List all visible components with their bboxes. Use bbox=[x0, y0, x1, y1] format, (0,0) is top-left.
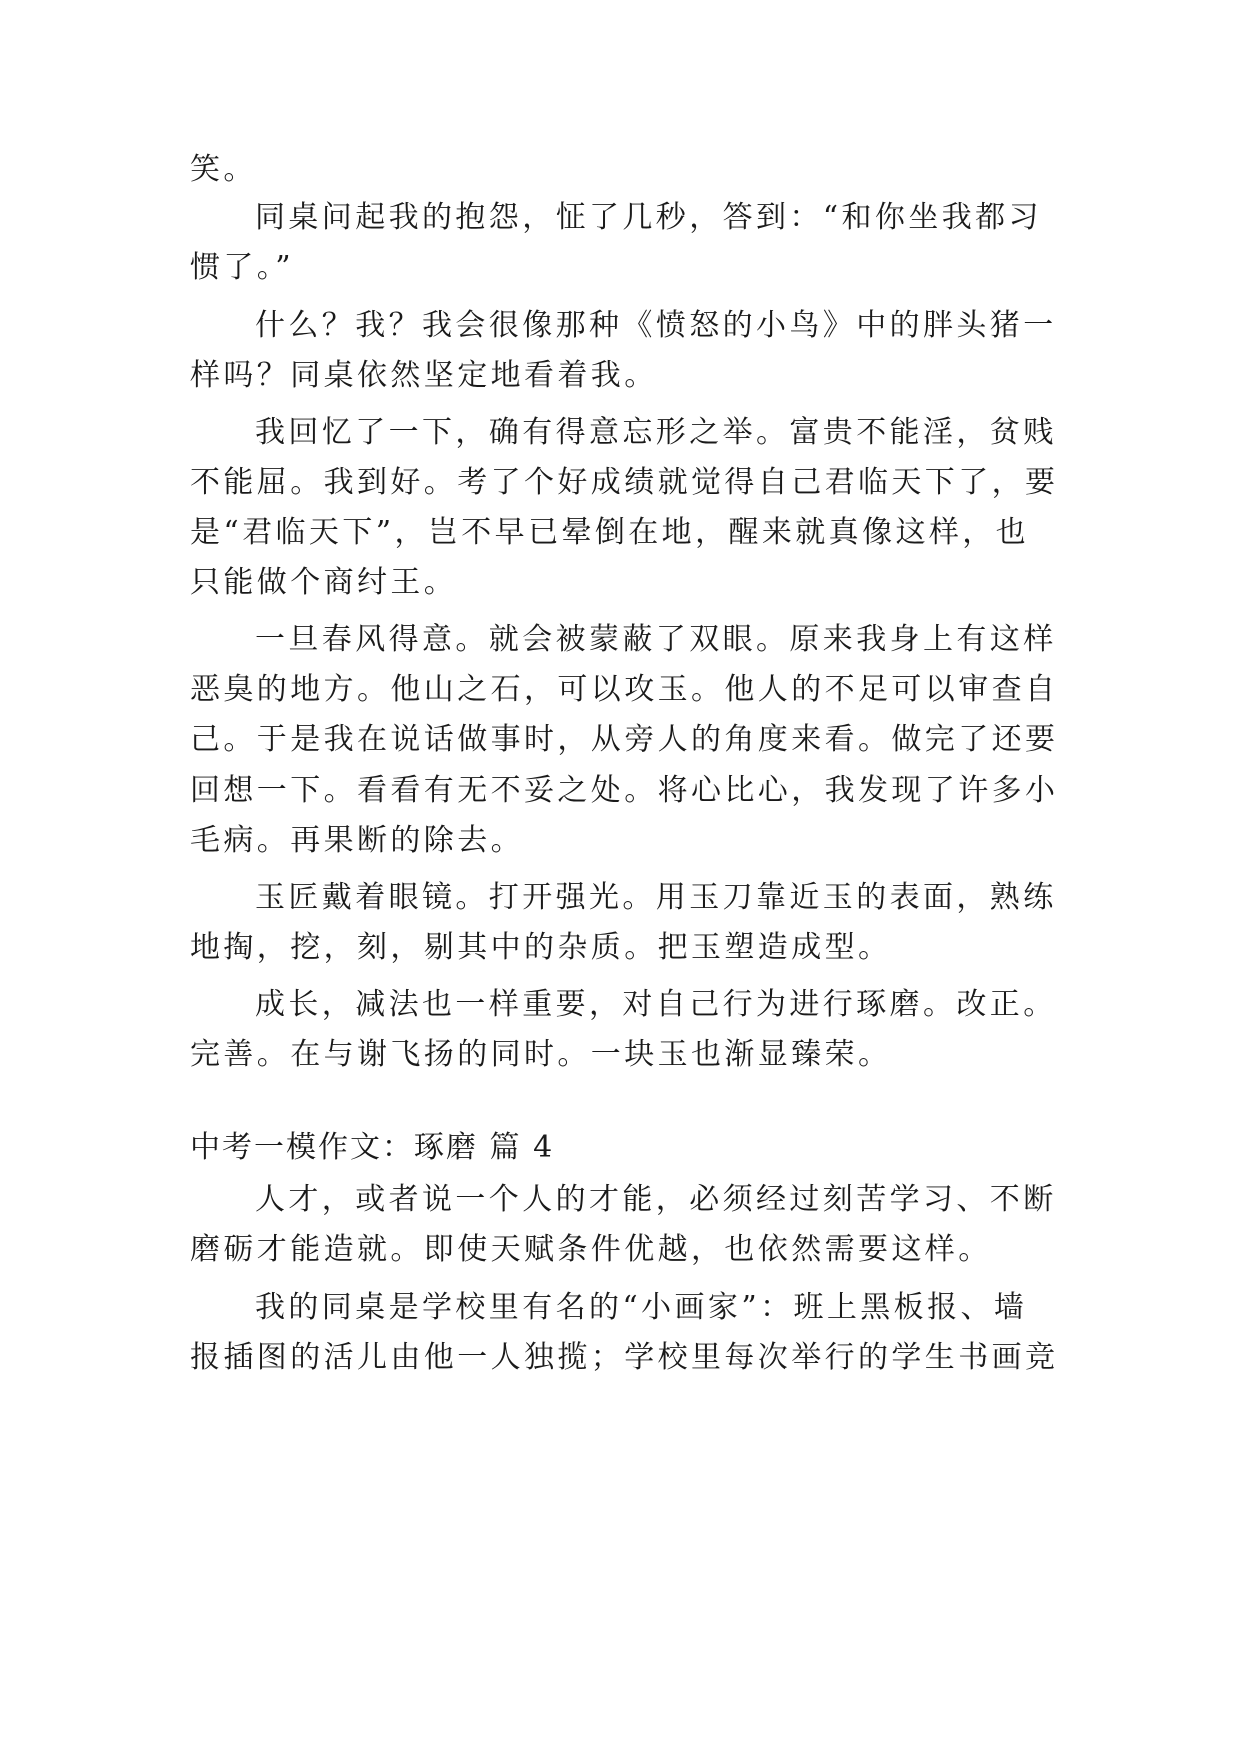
text-line: 只能做个商纣王。 bbox=[190, 565, 458, 600]
text-line: 笑。 bbox=[190, 152, 257, 187]
text-line: 回想一下。看看有无不妥之处。将心比心，我发现了许多小 bbox=[190, 773, 1059, 808]
text-line: 完善。在与谢飞扬的同时。一块玉也渐显臻荣。 bbox=[190, 1037, 892, 1072]
text-line: 惯了。” bbox=[190, 250, 294, 285]
text-line: 同桌问起我的抱怨，怔了几秒，答到：“和你坐我都习 bbox=[255, 200, 1042, 235]
section-heading: 中考一模作文：琢磨 篇 4 bbox=[190, 1130, 555, 1165]
text-line: 我的同桌是学校里有名的“小画家”：班上黑板报、墙 bbox=[255, 1290, 1028, 1325]
text-line: 恶臭的地方。他山之石，可以攻玉。他人的不足可以审查自 bbox=[190, 672, 1059, 707]
text-line: 一旦春风得意。就会被蒙蔽了双眼。原来我身上有这样 bbox=[255, 622, 1057, 657]
text-line: 不能屈。我到好。考了个好成绩就觉得自己君临天下了，要 bbox=[190, 465, 1059, 500]
text-line: 人才，或者说一个人的才能，必须经过刻苦学习、不断 bbox=[255, 1182, 1057, 1217]
text-line: 我回忆了一下，确有得意忘形之举。富贵不能淫，贫贱 bbox=[255, 415, 1057, 450]
text-line: 己。于是我在说话做事时，从旁人的角度来看。做完了还要 bbox=[190, 722, 1059, 757]
text-line: 地掏，挖，刻，剔其中的杂质。把玉塑造成型。 bbox=[190, 930, 892, 965]
text-line: 毛病。再果断的除去。 bbox=[190, 823, 524, 858]
text-line: 磨砺才能造就。即使天赋条件优越，也依然需要这样。 bbox=[190, 1232, 992, 1267]
text-line: 报插图的活儿由他一人独揽；学校里每次举行的学生书画竞 bbox=[190, 1340, 1059, 1375]
text-line: 样吗？同桌依然坚定地看着我。 bbox=[190, 358, 658, 393]
text-line: 成长，减法也一样重要，对自己行为进行琢磨。改正。 bbox=[255, 987, 1057, 1022]
text-line: 玉匠戴着眼镜。打开强光。用玉刀靠近玉的表面，熟练 bbox=[255, 880, 1057, 915]
text-line: 什么？我？我会很像那种《愤怒的小鸟》中的胖头猪一 bbox=[255, 308, 1057, 343]
text-line: 是“君临天下”，岂不早已晕倒在地，醒来就真像这样，也 bbox=[190, 515, 1030, 550]
